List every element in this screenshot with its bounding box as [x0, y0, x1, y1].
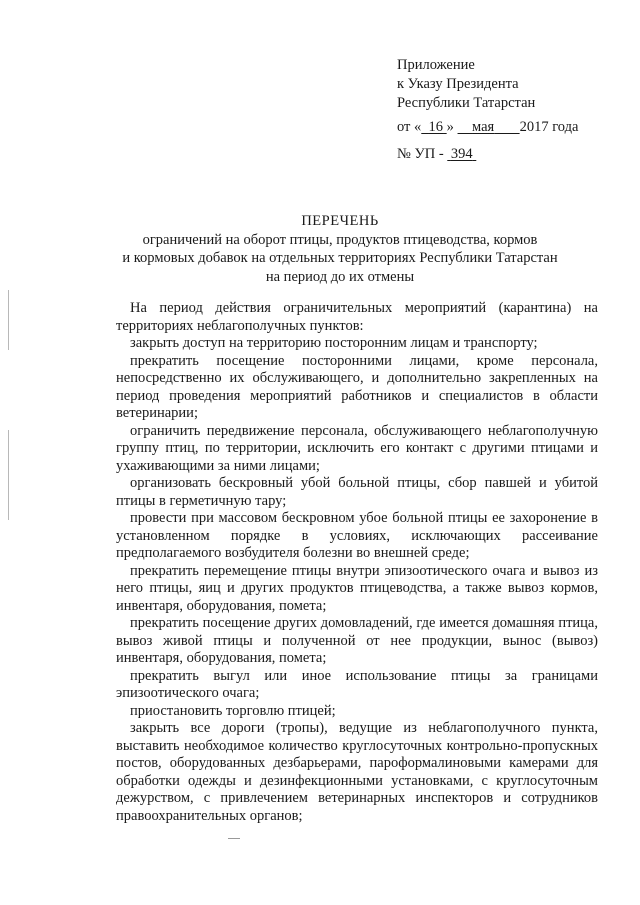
title-heading: ПЕРЕЧЕНЬ: [301, 213, 379, 229]
paragraph-item: прекратить перемещение птицы внутри эпизоотического очага и вывоз из него птицы, яиц и других продуктов птицеводства, а также вывоз кормов, инвентаря, оборудования, помета;: [116, 562, 598, 614]
date-mid: »: [446, 119, 454, 135]
paragraph-intro: На период действия ограничительных мероприятий (карантина) на территориях неблагополучных пунктов:: [116, 300, 598, 334]
date-month: мая: [472, 119, 495, 135]
paragraph-item: прекратить выгул или иное использование птицы за границами эпизоотического очага;: [116, 667, 598, 701]
paragraph-item: закрыть все дороги (тропы), ведущие из неблагополучного пункта, выставить необходимое количество круглосуточных контрольно-пропускных постов, оборудованных дезбарьерами, пароформалиновыми камерами для обработки одежды и дезинфекционными установками, с круглосуточным дежурством, с привлечением ветеринарных инспекторов и сотрудников правоохранительных органов;: [116, 720, 598, 824]
decree-number: [397, 146, 476, 163]
title-line-2: и кормовых добавок на отдельных территориях Республики Татарстан: [122, 250, 558, 266]
date-day: 16: [428, 119, 444, 135]
paragraph-item: прекратить посещение других домовладений, где имеется домашняя птица, вывоз живой птицы и полученной от нее продукции, вынос (вывоз) инвентаря, оборудования, помета;: [116, 615, 598, 666]
page-mark: [228, 838, 240, 839]
paragraph-item: провести при массовом бескровном убое больной птицы ее захоронение в установленном порядке в условиях, исключающих рассеивание предполагаемого возбудителя болезни во внешней среде;: [116, 510, 598, 561]
paragraph-item: приостановить торговлю птицей;: [130, 702, 336, 719]
title-line-1: ограничений на оборот птицы, продуктов птицеводства, кормов: [142, 231, 538, 248]
scan-margin-mark: [8, 290, 9, 350]
document-title: [90, 212, 590, 286]
decree-date: [397, 119, 578, 136]
scan-margin-mark: [8, 430, 9, 520]
date-suffix: 2017 года: [519, 119, 579, 135]
paragraph-item: прекратить посещение посторонними лицами, кроме персонала, непосредственно их обслуживающего, и дополнительно закрепленных на период проведения мероприятий работников и специалистов в области ветеринарии;: [116, 352, 598, 421]
header-line-2: к Указу Президента: [397, 76, 519, 92]
document-body: [116, 300, 598, 825]
header-line-3: Республики Татарстан: [397, 95, 536, 111]
paragraph-item: закрыть доступ на территорию посторонним лицам и транспорту;: [130, 335, 538, 351]
number-prefix: № УП -: [397, 146, 444, 162]
header-line-1: Приложение: [397, 57, 475, 73]
appendix-header: [397, 56, 535, 113]
title-line-3: на период до их отмены: [265, 268, 415, 285]
paragraph-item: организовать бескровный убой больной птицы, сбор павшей и убитой птицы в герметичную тару;: [116, 475, 598, 509]
paragraph-item: ограничить передвижение персонала, обслуживающего неблагополучную группу птиц, по территории, исключить его контакт с другими птицами и ухаживающими за ними лицами;: [116, 422, 598, 474]
number-value: 394: [450, 146, 473, 162]
date-prefix: от «: [397, 119, 422, 135]
